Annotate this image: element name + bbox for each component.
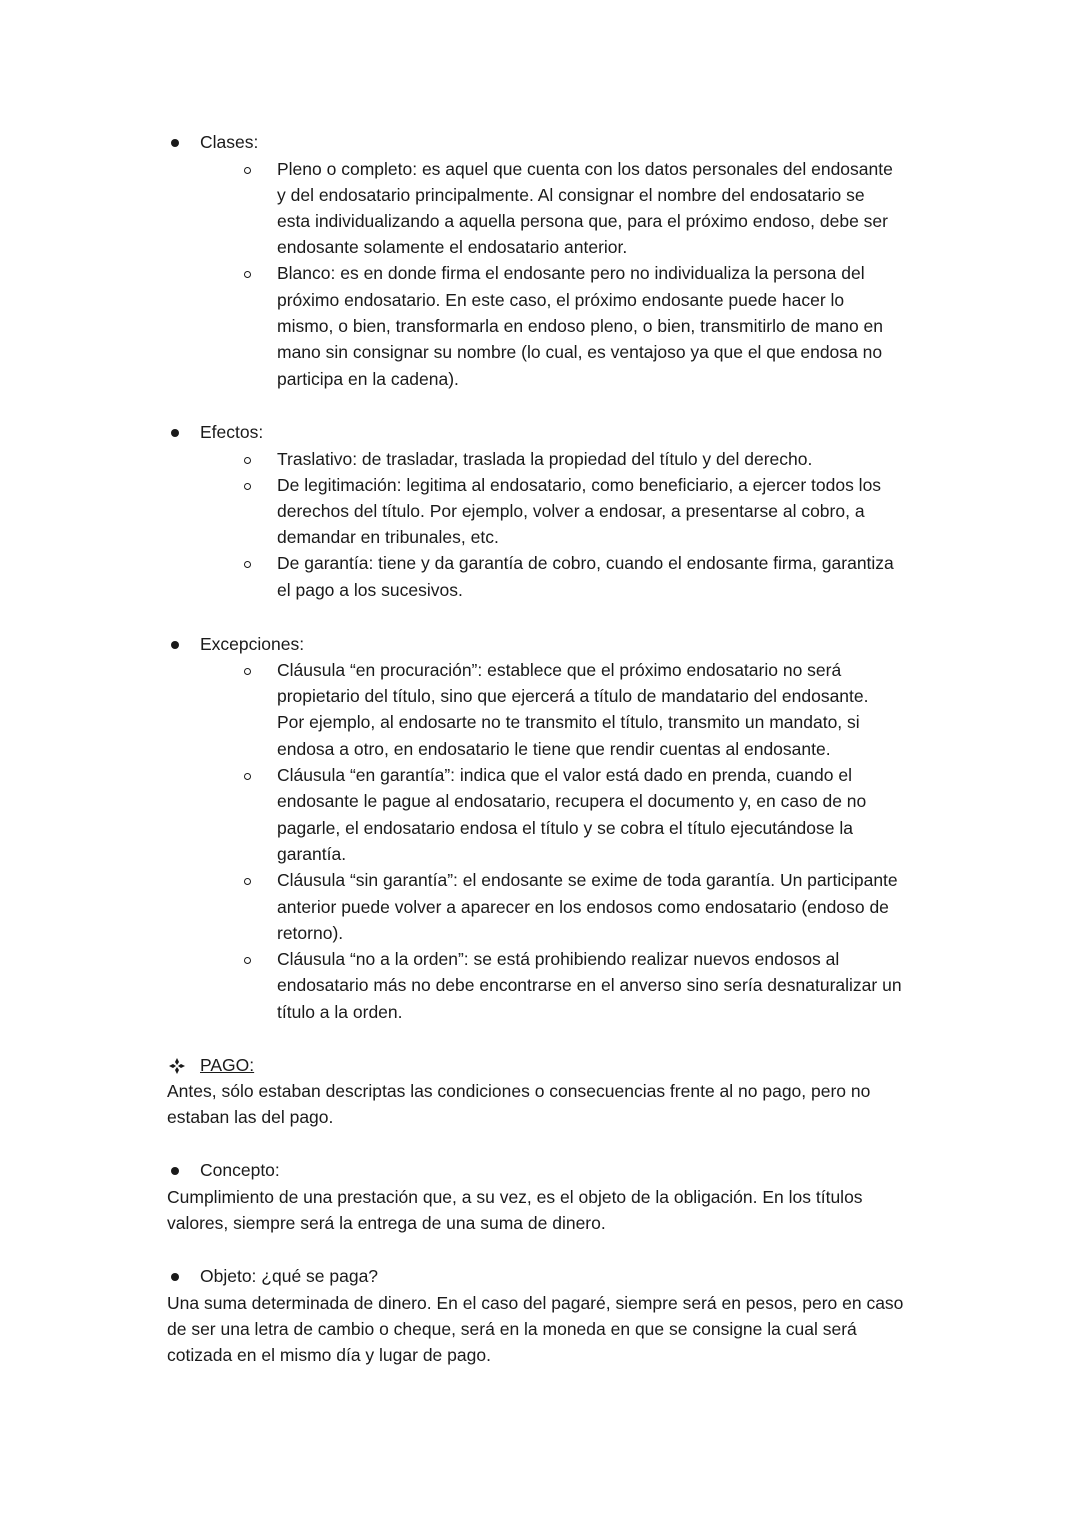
- subheading-objeto: Objeto: ¿qué se paga?: [200, 1266, 379, 1286]
- section-heading-pago: PAGO:: [200, 1055, 255, 1075]
- bullet-icon: [171, 139, 179, 147]
- list-item-line: próximo endosatario. En este caso, el próximo endosante puede hacer lo: [277, 290, 845, 310]
- list-item-line: demandar en tribunales, etc.: [277, 527, 499, 547]
- list-item-line: De legitimación: legitima al endosatario, como beneficiario, a ejercer todos los: [277, 475, 882, 495]
- bullet-icon: [171, 429, 179, 437]
- circle-bullet-icon: [244, 668, 251, 675]
- list-item-line: título a la orden.: [277, 1002, 403, 1022]
- circle-bullet-icon: [244, 483, 251, 490]
- diamond-icon: [168, 1057, 186, 1075]
- paragraph-line: estaban las del pago.: [167, 1107, 334, 1127]
- circle-bullet-icon: [244, 878, 251, 885]
- section-heading-excepciones: Excepciones:: [200, 634, 305, 654]
- paragraph-line: valores, siempre será la entrega de una suma de dinero.: [167, 1213, 606, 1233]
- list-item-line: el pago a los sucesivos.: [277, 580, 463, 600]
- list-item-line: garantía.: [277, 844, 347, 864]
- paragraph-line: cotizada en el mismo día y lugar de pago.: [167, 1345, 491, 1365]
- list-item-line: Por ejemplo, al endosarte no te transmito el título, transmito un mandato, si: [277, 712, 860, 732]
- circle-bullet-icon: [244, 457, 251, 464]
- subheading-concepto: Concepto:: [200, 1160, 280, 1180]
- list-item-line: anterior puede volver a aparecer en los endosos como endosatario (endoso de: [277, 897, 889, 917]
- list-item-line: Pleno o completo: es aquel que cuenta con los datos personales del endosante: [277, 159, 893, 179]
- list-item-line: Cláusula “no a la orden”: se está prohibiendo realizar nuevos endosos al: [277, 949, 840, 969]
- list-item-line: De garantía: tiene y da garantía de cobro, cuando el endosante firma, garantiza: [277, 553, 894, 573]
- list-item-line: endosatario más no debe encontrarse en el anverso sino sería desnaturalizar un: [277, 975, 902, 995]
- circle-bullet-icon: [244, 561, 251, 568]
- list-item-line: Blanco: es en donde firma el endosante pero no individualiza la persona del: [277, 263, 865, 283]
- list-item-line: endosante le pague al endosatario, recupera el documento y, en caso de no: [277, 791, 867, 811]
- paragraph-line: Antes, sólo estaban descriptas las condiciones o consecuencias frente al no pago, pero no: [167, 1081, 871, 1101]
- circle-bullet-icon: [244, 773, 251, 780]
- bullet-icon: [171, 1273, 179, 1281]
- bullet-icon: [171, 1167, 179, 1175]
- list-item-line: y del endosatario principalmente. Al consignar el nombre del endosatario se: [277, 185, 865, 205]
- circle-bullet-icon: [244, 271, 251, 278]
- list-item-line: Cláusula “sin garantía”: el endosante se exime de toda garantía. Un participante: [277, 870, 898, 890]
- list-item-line: Traslativo: de trasladar, traslada la propiedad del título y del derecho.: [277, 449, 813, 469]
- section-heading-clases: Clases:: [200, 132, 259, 152]
- list-item-line: propietario del título, sino que ejercerá a título de mandatario del endosante.: [277, 686, 869, 706]
- list-item-line: pagarle, el endosatario endosa el título y se cobra el título ejecutándose la: [277, 818, 853, 838]
- list-item-line: participa en la cadena).: [277, 369, 459, 389]
- circle-bullet-icon: [244, 167, 251, 174]
- list-item-line: endosa a otro, en endosatario le tiene que rendir cuentas al endosante.: [277, 739, 831, 759]
- list-item-line: retorno).: [277, 923, 344, 943]
- paragraph-line: Una suma determinada de dinero. En el caso del pagaré, siempre será en pesos, pero en caso: [167, 1293, 904, 1313]
- list-item-line: derechos del título. Por ejemplo, volver a endosar, a presentarse al cobro, a: [277, 501, 865, 521]
- list-item-line: endosante solamente el endosatario anterior.: [277, 237, 628, 257]
- bullet-icon: [171, 641, 179, 649]
- paragraph-line: Cumplimiento de una prestación que, a su vez, es el objeto de la obligación. En los títulos: [167, 1187, 863, 1207]
- list-item-line: Cláusula “en garantía”: indica que el valor está dado en prenda, cuando el: [277, 765, 852, 785]
- section-heading-efectos: Efectos:: [200, 422, 264, 442]
- list-item-line: mismo, o bien, transformarla en endoso pleno, o bien, transmitirlo de mano en: [277, 316, 884, 336]
- list-item-line: mano sin consignar su nombre (lo cual, es ventajoso ya que el que endosa no: [277, 342, 883, 362]
- list-item-line: Cláusula “en procuración”: establece que el próximo endosatario no será: [277, 660, 842, 680]
- paragraph-line: de ser una letra de cambio o cheque, será en la moneda en que se consigne la cual será: [167, 1319, 857, 1339]
- circle-bullet-icon: [244, 957, 251, 964]
- list-item-line: esta individualizando a aquella persona que, para el próximo endoso, debe ser: [277, 211, 888, 231]
